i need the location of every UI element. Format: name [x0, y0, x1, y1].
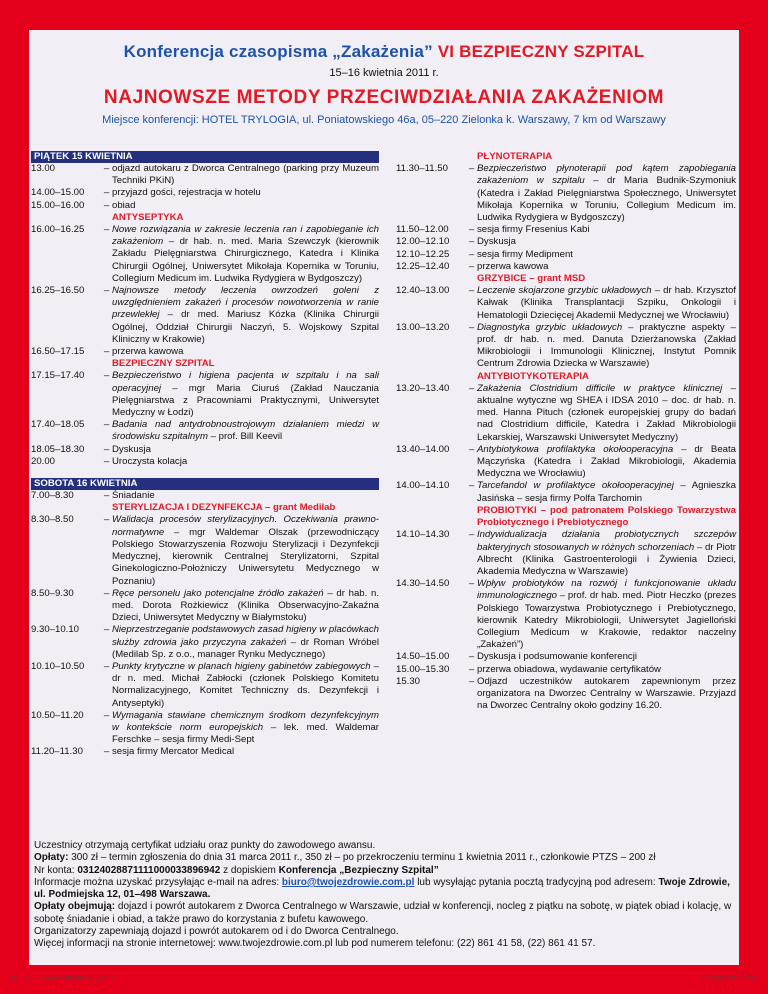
program-text: [112, 661, 379, 710]
program-section-title: PŁYNOTERAPIA: [477, 151, 553, 162]
program-row: [31, 746, 379, 758]
program-text: [477, 480, 736, 504]
program-row: [31, 200, 379, 212]
program-text: [477, 578, 736, 651]
talk-details: – lek. med. Waldemar Ferschke – sesja firmy Medi-Sept: [112, 721, 379, 746]
program-time: 13.20–13.40: [396, 382, 450, 394]
print-file-name: bezpieczny szpital 210x295 mm_A.1 1: [12, 975, 114, 982]
program-text: [477, 676, 736, 713]
program-row: [31, 346, 379, 358]
program-time: 15.00–16.00: [31, 199, 85, 211]
day2-program-part1: [31, 490, 379, 758]
program-text: [477, 383, 736, 444]
program-row: [396, 676, 736, 713]
talk-details: Dyskusja: [477, 236, 516, 248]
program-dash: –: [103, 490, 110, 502]
program-time: 7.00–8.30: [31, 490, 74, 502]
talk-details: – dr Roman Wróbel (Medilab Sp. z o.o., manager Rynku Medycznego): [112, 636, 380, 660]
talk-details: przyjazd gości, rejestracja w hotelu: [112, 187, 261, 199]
program-dash: –: [103, 370, 110, 382]
talk-details: odjazd autokaru z Dworca Centralnego (parking przy Muzeum Techniki PKiN): [112, 163, 379, 187]
talk-title: Indywidualizacja działania probiotycznych szczepów bakteryjnych stosowanych w różnych schorzeniach: [477, 529, 736, 553]
print-timestamp: 2011-03-09 11:06:57: [701, 975, 756, 982]
talk-details: przerwa obiadowa, wydawanie certyfikatów: [477, 663, 661, 675]
program-dash: –: [103, 224, 110, 236]
program-dash: –: [103, 443, 110, 455]
program-row: [31, 490, 379, 502]
talk-details: – praktyczne aspekty – prof. dr hab. n. med. Danuta Dzierżanowska (Zakład Mikrobiologii i Immunologii Klinicznej, Instytut Pomnik Centrum Zdrowia Dziecka w Warszawie): [477, 321, 736, 370]
talk-details: – dr Beata Mączyńska (Katedra i Zakład Mikrobiologii, Akademia Medyczna we Wrocławiu): [477, 443, 736, 480]
program-section-title: STERYLIZACJA I DEZYNFEKCJA – grant Medilab: [112, 502, 336, 514]
program-text: [477, 163, 736, 224]
program-row: [396, 444, 736, 481]
program-dash: –: [103, 587, 110, 599]
program-row: [31, 224, 379, 285]
program-row: [31, 710, 379, 747]
talk-details: obiad: [112, 199, 136, 211]
program-row: [31, 514, 379, 587]
program-time: 18.05–18.30: [31, 443, 85, 455]
program-dash: –: [468, 578, 475, 590]
program-text: [112, 200, 379, 212]
program-time: 8.30–8.50: [31, 514, 74, 526]
conference-date: 15–16 kwietnia 2011 r.: [329, 67, 439, 79]
program-dash: –: [103, 455, 110, 467]
program-section-title: PROBIOTYKI – pod patronatem Polskiego Towarzystwa Probiotycznego i Prebiotycznego: [477, 504, 736, 529]
program-text: [112, 588, 379, 625]
program-row: [396, 285, 736, 322]
program-text: [112, 444, 379, 456]
program-row: [396, 322, 736, 371]
program-dash: –: [468, 382, 475, 394]
program-dash: –: [468, 651, 475, 663]
talk-title: Leczenie skojarzone grzybic układowych: [477, 285, 652, 297]
program-row: [396, 249, 736, 261]
program-dash: –: [103, 660, 110, 672]
program-row: [396, 383, 736, 444]
talk-details: – dr Piotr Albrecht (Klinika Gastroenterologii i Żywienia Dzieci, Akademia Medyczna w Warszawie): [477, 541, 736, 577]
program-dash: –: [468, 443, 475, 455]
program-dash: –: [468, 248, 475, 260]
program-section-row: [396, 273, 736, 285]
section-spacer: [466, 505, 477, 529]
program-section-title: ANTYSEPTYKA: [112, 211, 184, 223]
account-note: Konferencja „Bezpieczny Szpital”: [278, 864, 439, 876]
program-row: [396, 236, 736, 248]
talk-title: Diagnostyka grzybic układowych: [477, 321, 623, 333]
conference-title: [29, 42, 739, 62]
program-dash: –: [103, 285, 110, 297]
program-left-column: [31, 151, 379, 759]
talk-details: – dr n. med. Michał Zabłocki (członek Polskiego Komitetu Normalizacyjnego, Komitet Techniczny ds. Dezynfekcji i Antyseptyki): [112, 660, 379, 709]
program-time: 11.30–11.50: [396, 163, 448, 175]
program-time: 16.25–16.50: [31, 285, 85, 297]
day2-program-part2: [396, 151, 736, 712]
program-time: 16.00–16.25: [31, 224, 85, 236]
talk-title: Punkty krytyczne w planach higieny gabinetów zabiegowych: [112, 660, 371, 672]
program-row: [31, 370, 379, 419]
talk-details: Uroczysta kolacja: [112, 455, 188, 467]
program-dash: –: [468, 285, 475, 297]
program-right-column: [396, 151, 736, 712]
email-link[interactable]: biuro@twojezdrowie.com.pl: [281, 876, 415, 888]
talk-title: Walidacja procesów sterylizacyjnych. Oczekiwania prawno-normatywne: [112, 514, 379, 538]
day2-header: SOBOTA 16 KWIETNIA: [31, 478, 379, 490]
talk-details: sesja firmy Mercator Medical: [112, 746, 235, 758]
talk-title: Bezpieczeństwo płynoterapii pod kątem zapobiegania zakażeniom w szpitalu: [477, 163, 736, 187]
info-included: [34, 901, 734, 926]
talk-details: przerwa kawowa: [477, 260, 549, 272]
program-row: [396, 664, 736, 676]
title-journal: Konferencja czasopisma „Zakażenia”: [123, 42, 433, 61]
day1-program: [31, 163, 379, 468]
talk-details: Dyskusja i podsumowanie konferencji: [477, 651, 637, 663]
flyer-sheet: [29, 30, 739, 965]
talk-title: Nieprzestrzeganie podstawowych zasad higieny w placówkach służby zdrowia jako przyczyna zakażeń: [112, 624, 379, 648]
conference-venue: Miejsce konferencji: HOTEL TRYLOGIA, ul. Poniatowskiego 46a, 05–220 Zielonka k. Warszawy, 7 km od Warszawy: [102, 114, 666, 126]
program-row: [31, 588, 379, 625]
program-row: [396, 261, 736, 273]
talk-details: – aktualne wytyczne wg SHEA i IDSA 2010 – doc. dr hab. n. med. Hanna Pituch (członek europejskiej grupy do badań nad Clostridium difficile, Katedra i Zakład Mikrobiologii Lekarskiej, Warszawski Uniwersytet Medyczny): [477, 382, 736, 443]
program-row: [396, 578, 736, 651]
program-text: [477, 651, 736, 663]
program-time: 10.50–11.20: [31, 709, 84, 721]
program-time: 14.30–14.50: [396, 578, 450, 590]
program-text: [112, 490, 379, 502]
program-text: [112, 456, 379, 468]
program-dash: –: [468, 675, 475, 687]
info-block: [34, 840, 734, 951]
talk-details: przerwa kawowa: [112, 346, 184, 358]
program-dash: –: [103, 709, 110, 721]
section-spacer: [101, 212, 112, 224]
included-label: Opłaty obejmują:: [34, 901, 116, 913]
talk-details: – dr med. Mariusz Kózka (Klinika Chirurgii Ogólnej, Oddział Chirurgii Naczyń, 5. Wojskowy Szpital Kliniczny w Krakowie): [112, 309, 379, 345]
program-text: [477, 249, 736, 261]
program-dash: –: [468, 163, 475, 175]
program-time: 14.00–14.10: [396, 480, 450, 492]
program-section-title: BEZPIECZNY SZPITAL: [112, 358, 215, 370]
program-row: [396, 651, 736, 663]
program-time: 13.00–13.20: [396, 321, 450, 333]
talk-details: – dr hab. n. med. Dorota Rożkiewicz (Klinika Obserwacyjno-Zakaźna Dzieci, Uniwersytet Medyczny w Białymstoku): [112, 587, 379, 624]
program-text: [477, 236, 736, 248]
talk-title: Najnowsze metody leczenia owrzodzeń goleni z uwzględnieniem zakażeń i procesów nowotworzenia w ranie przewlekłej: [112, 285, 379, 321]
section-spacer: [466, 151, 477, 163]
talk-details: Śniadanie: [112, 490, 155, 502]
program-time: 17.15–17.40: [31, 370, 85, 382]
talk-title: Wpływ probiotyków na rozwój i funkcjonowanie układu immunologicznego: [477, 578, 736, 602]
program-row: [396, 529, 736, 578]
talk-title: Nowe rozwiązania w zakresie leczenia ran i zapobieganie ich zakażeniom: [112, 224, 379, 248]
talk-title: Tarcefandol w profilaktyce okołooperacyjnej: [477, 480, 674, 492]
program-section-row: [31, 358, 379, 370]
program-time: 17.40–18.05: [31, 419, 85, 431]
program-time: 9.30–10.10: [31, 624, 80, 636]
program-dash: –: [103, 163, 110, 174]
talk-details: – mgr Maria Ciuruś (Zakład Nauczania Pielęgniarstwa z Pracowniami Praktycznymi, Uniwersytet Medyczny w Łodzi): [112, 382, 379, 419]
program-dash: –: [103, 187, 110, 199]
contact-suffix: lub wysyłając pytania pocztą tradycyjną pod adresem:: [414, 876, 659, 888]
talk-details: Odjazd uczestników autokarem zapewnionym przez organizatora na Dworzec Centralny w Warszawie. Przyjazd na Dworzec Centralny około godziny 16.20.: [477, 675, 736, 712]
program-text: [477, 664, 736, 676]
account-prefix: Nr konta:: [34, 864, 78, 876]
talk-title: Ręce personelu jako potencjalne źródło zakażeń: [112, 587, 324, 599]
talk-details: – dr hab. n. med. Maria Szewczyk (kierownik Zakładu Pielęgniarstwa Chirurgicznego, Katedra i Klinika Chirurgii Ogólnej, Uniwersytet Mikołaja Kopernika w Toruniu, Collegium Medicum im. Ludwika Rydygiera w Bydgoszczy): [112, 236, 379, 284]
program-text: [112, 285, 379, 346]
program-dash: –: [103, 514, 110, 526]
program-section-title: GRZYBICE – grant MSD: [477, 273, 586, 285]
program-dash: –: [468, 480, 475, 492]
program-text: [112, 163, 379, 187]
program-row: [31, 661, 379, 710]
program-time: 14.10–14.30: [396, 529, 450, 541]
program-text: [112, 514, 379, 587]
section-spacer: [396, 151, 466, 163]
section-spacer: [31, 212, 101, 224]
program-dash: –: [468, 663, 475, 675]
program-row: [396, 480, 736, 504]
talk-details: – Agnieszka Jasińska – sesja firmy Polfa Tarchomin: [477, 480, 736, 504]
program-dash: –: [103, 346, 110, 358]
program-time: 12.25–12.40: [396, 260, 450, 272]
info-more: Więcej informacji na stronie internetowej: www.twojezdrowie.com.pl lub pod numerem telefonu: (22) 861 41 58, (22) 861 41 57.: [34, 938, 596, 950]
program-text: [477, 444, 736, 481]
program-section-row: [396, 505, 736, 529]
info-organizer: Organizatorzy zapewniają dojazd i powrót autokarem od i do Dworca Centralnego.: [34, 926, 399, 938]
account-mid: z dopiskiem: [220, 864, 279, 876]
section-spacer: [31, 358, 101, 370]
program-time: 13.00: [31, 163, 56, 174]
program-time: 8.50–9.30: [31, 587, 74, 599]
info-certificate: Uczestnicy otrzymają certyfikat udziału oraz punkty do zawodowego awansu.: [34, 840, 376, 851]
program-row: [31, 444, 379, 456]
day1-header: PIĄTEK 15 KWIETNIA: [31, 151, 379, 163]
program-row: [31, 456, 379, 468]
account-number: 03124028871111000033896942: [77, 864, 221, 876]
title-edition: VI BEZPIECZNY SZPITAL: [437, 42, 645, 61]
talk-details: sesja firmy Fresenius Kabi: [477, 224, 590, 236]
program-dash: –: [103, 419, 110, 431]
program-time: 15.00–15.30: [396, 663, 450, 675]
program-time: 20.00: [31, 455, 56, 467]
program-time: 11.50–12.00: [396, 224, 449, 236]
talk-title: Bezpieczeństwo i higiena pacjenta w szpitalu i na sali operacyjnej: [112, 370, 379, 394]
program-row: [396, 163, 736, 224]
conference-headline: NAJNOWSZE METODY PRZECIWDZIAŁANIA ZAKAŻENIOM: [103, 87, 665, 108]
section-spacer: [396, 505, 466, 529]
program-text: [477, 285, 736, 322]
program-time: 12.40–13.00: [396, 285, 450, 297]
fee-label: Opłaty:: [34, 852, 69, 864]
program-section-row: [31, 502, 379, 514]
talk-details: sesja firmy Medipment: [477, 248, 573, 260]
talk-details: – dr hab. Krzysztof Kałwak (Klinika Transplantacji Szpiku, Onkologii i Hematologii Dziecięcej Akademii Medycznej we Wrocławiu): [477, 285, 737, 321]
program-time: 14.50–15.00: [396, 651, 450, 663]
section-spacer: [466, 273, 477, 285]
info-fees: [34, 852, 734, 864]
talk-title: Zakażenia Clostridium difficile w praktyce klinicznej: [477, 382, 723, 394]
talk-details: – mgr Waldemar Olszak (przewodniczący Polskiego Stowarzyszenia Rozwoju Sterylizacji i Dezynfekcji Medycznej, kierownik Centralnej Sterylizatorni, Szpital Ginekologiczno-Położniczy Uniwersytetu Medycznego w Poznaniu): [112, 526, 379, 587]
talk-title: Antybiotykowa profilaktyka okołooperacyjna: [477, 443, 674, 455]
program-row: [31, 285, 379, 346]
program-row: [31, 419, 379, 443]
section-spacer: [31, 502, 101, 514]
talk-details: – dr Maria Budnik-Szymoniuk (Katedra i Zakład Pielęgniarstwa Społecznego, Uniwersytet Mikołaja Kopernika w Toruniu, Collegium Medicum im. Ludwika Rydygiera w Bydgoszczy): [477, 175, 737, 224]
program-text: [477, 322, 736, 371]
program-text: [112, 346, 379, 358]
program-text: [112, 187, 379, 199]
program-row: [31, 624, 379, 661]
program-text: [112, 224, 379, 285]
program-dash: –: [103, 199, 110, 211]
fee-text: 300 zł – termin zgłoszenia do dnia 31 marca 2011 r., 350 zł – po przekroczeniu terminu 1 kwietnia 2011 r., członkowie PTZS – 200 zł: [68, 852, 656, 864]
program-text: [477, 529, 736, 578]
program-dash: –: [468, 260, 475, 272]
program-row: [396, 224, 736, 236]
program-text: [112, 746, 379, 758]
program-text: [112, 370, 379, 419]
postal-address: Twoje Zdrowie, ul. Podmiejska 12, 01–498 Warszawa.: [34, 876, 730, 901]
program-dash: –: [468, 224, 475, 236]
program-dash: –: [468, 236, 475, 248]
program-row: [31, 163, 379, 187]
contact-prefix: Informacje można uzyskać przysyłając e-mail na adres:: [34, 876, 282, 888]
section-spacer: [396, 371, 466, 383]
program-section-row: [396, 151, 736, 163]
program-dash: –: [468, 321, 475, 333]
program-time: 13.40–14.00: [396, 443, 450, 455]
program-dash: –: [103, 624, 110, 636]
program-section-row: [31, 212, 379, 224]
talk-details: – prof. Bill Keevil: [207, 431, 283, 443]
program-text: [477, 224, 736, 236]
program-row: [31, 187, 379, 199]
program-text: [112, 710, 379, 747]
program-time: 12.10–12.25: [396, 248, 450, 260]
talk-details: Dyskusja: [112, 443, 151, 455]
program-time: 15.30: [396, 675, 421, 687]
program-time: 12.00–12.10: [396, 236, 450, 248]
program-time: 14.00–15.00: [31, 187, 85, 199]
program-text: [477, 261, 736, 273]
info-contact: [34, 877, 734, 902]
program-time: 16.50–17.15: [31, 346, 85, 358]
talk-title: Badania nad antydrobnoustrojowym działaniem miedzi w środowisku szpitalnym: [112, 419, 379, 443]
program-text: [112, 624, 379, 661]
program-section-title: ANTYBIOTYKOTERAPIA: [477, 370, 589, 382]
section-spacer: [466, 371, 477, 383]
talk-details: – prof. dr hab. med. Piotr Heczko (prezes Polskiego Towarzystwa Probiotycznego i Prebiotycznego, kierownik Katedry Mikrobiologii, Uniwersytet Jagielloński Collegium Medicum w Krakowie, redaktor naczelny „Zakażeń”): [477, 590, 736, 651]
program-time: 11.20–11.30: [31, 746, 83, 758]
program-text: [112, 419, 379, 443]
program-dash: –: [103, 746, 110, 758]
info-account: [34, 865, 734, 877]
included-text: dojazd i powrót autokarem z Dworca Centralnego w Warszawie, udział w konferencji, nocleg z piątku na sobotę, w piątek obiad i kolację, w sobotę śniadanie i obiad, a także prawo do korzystania z bufetu kawowego.: [34, 901, 732, 925]
section-spacer: [396, 273, 466, 285]
program-dash: –: [468, 529, 475, 541]
section-spacer: [101, 502, 112, 514]
program-time: 10.10–10.50: [31, 660, 85, 672]
program-section-row: [396, 371, 736, 383]
talk-title: Wymagania stawiane chemicznym środkom dezynfekcyjnym w kontekście norm europejskich: [112, 709, 379, 733]
section-spacer: [101, 358, 112, 370]
